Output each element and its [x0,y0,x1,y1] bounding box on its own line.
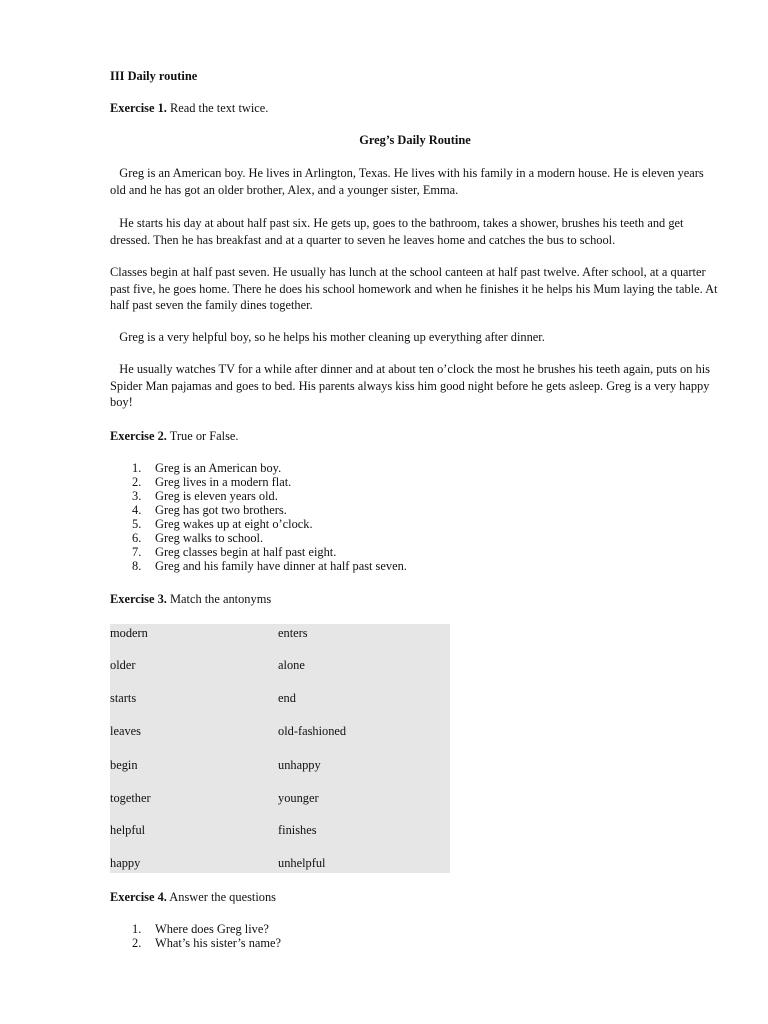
table-row [110,625,450,643]
table-cell-antonym: unhelpful [278,856,326,870]
table-cell-word: together [110,791,151,805]
exercise-1-instruction: Read the text twice. [166,101,269,115]
list-item: 2. Greg lives in a modern flat. [132,475,292,489]
story-paragraph-2: He starts his day at about half past six. He gets up, goes to the bathroom, takes a shower, brushes his teeth and get dressed. Then he has breakfast and at a quarter to seven he leaves home and catches the bus to school. [110,216,684,247]
table-cell-word: older [110,658,136,672]
antonyms-table [110,624,450,873]
table-cell-antonym: finishes [278,823,317,837]
table-row [110,855,450,873]
exercise-3-label: Exercise 3. [110,592,167,606]
list-item: 1. Where does Greg live? [132,922,269,936]
table-row [110,657,450,675]
table-row [110,757,450,775]
table-cell-word: starts [110,691,137,705]
section-title: III Daily routine [110,69,198,83]
story-paragraph-1: Greg is an American boy. He lives in Arlington, Texas. He lives with his family in a modern house. He is eleven years old and he has got an older brother, Alex, and a younger sister, Emma. [110,166,704,197]
table-row [110,690,450,708]
exercise-4-instruction: Answer the questions [166,890,276,904]
exercise-2-instruction: True or False. [166,429,239,443]
table-cell-antonym: alone [278,658,305,672]
exercise-4-heading [110,889,720,906]
questions-list [110,922,710,950]
table-cell-word: helpful [110,823,146,837]
table-cell-word: happy [110,856,141,870]
exercise-1-label: Exercise 1. [110,101,167,115]
list-item: 5. Greg wakes up at eight o’clock. [132,517,313,531]
exercise-4-label: Exercise 4. [110,890,167,904]
table-cell-antonym: younger [278,791,319,805]
table-cell-antonym: end [278,691,296,705]
exercise-3-heading [110,591,720,608]
table-cell-antonym: enters [278,626,308,640]
exercise-3-instruction: Match the antonyms [166,592,272,606]
table-cell-antonym: old-fashioned [278,724,347,738]
list-item: 7. Greg classes begin at half past eight. [132,545,337,559]
exercise-1-heading [110,100,720,117]
list-item: 4. Greg has got two brothers. [132,503,287,517]
table-row [110,790,450,808]
story-title: Greg’s Daily Routine [359,133,471,147]
list-item: 1. Greg is an American boy. [132,461,282,475]
story-paragraph-3: Classes begin at half past seven. He usually has lunch at the school canteen at half past twelve. After school, at a quarter past five, he goes home. There he does his school homework and when he finishes it he helps his Mum laying the table. At half past seven the family dines together. [110,265,718,312]
table-cell-word: leaves [110,724,141,738]
exercise-2-heading [110,428,720,445]
list-item: 3. Greg is eleven years old. [132,489,278,503]
table-row [110,723,450,741]
story-paragraph-4: Greg is a very helpful boy, so he helps his mother cleaning up everything after dinner. [110,330,545,344]
list-item: 6. Greg walks to school. [132,531,264,545]
list-item: 8. Greg and his family have dinner at half past seven. [132,559,407,573]
true-false-list [110,461,710,573]
story-paragraph-5: He usually watches TV for a while after dinner and at about ten o’clock the most he brushes his teeth again, puts on his Spider Man pajamas and goes to bed. His parents always kiss him good night before he gets asleep. Greg is a very happy boy! [110,362,710,409]
table-row [110,822,450,840]
table-cell-word: begin [110,758,138,772]
table-cell-word: modern [110,626,148,640]
table-cell-antonym: unhappy [278,758,321,772]
exercise-2-label: Exercise 2. [110,429,167,443]
list-item: 2. What’s his sister’s name? [132,936,282,950]
